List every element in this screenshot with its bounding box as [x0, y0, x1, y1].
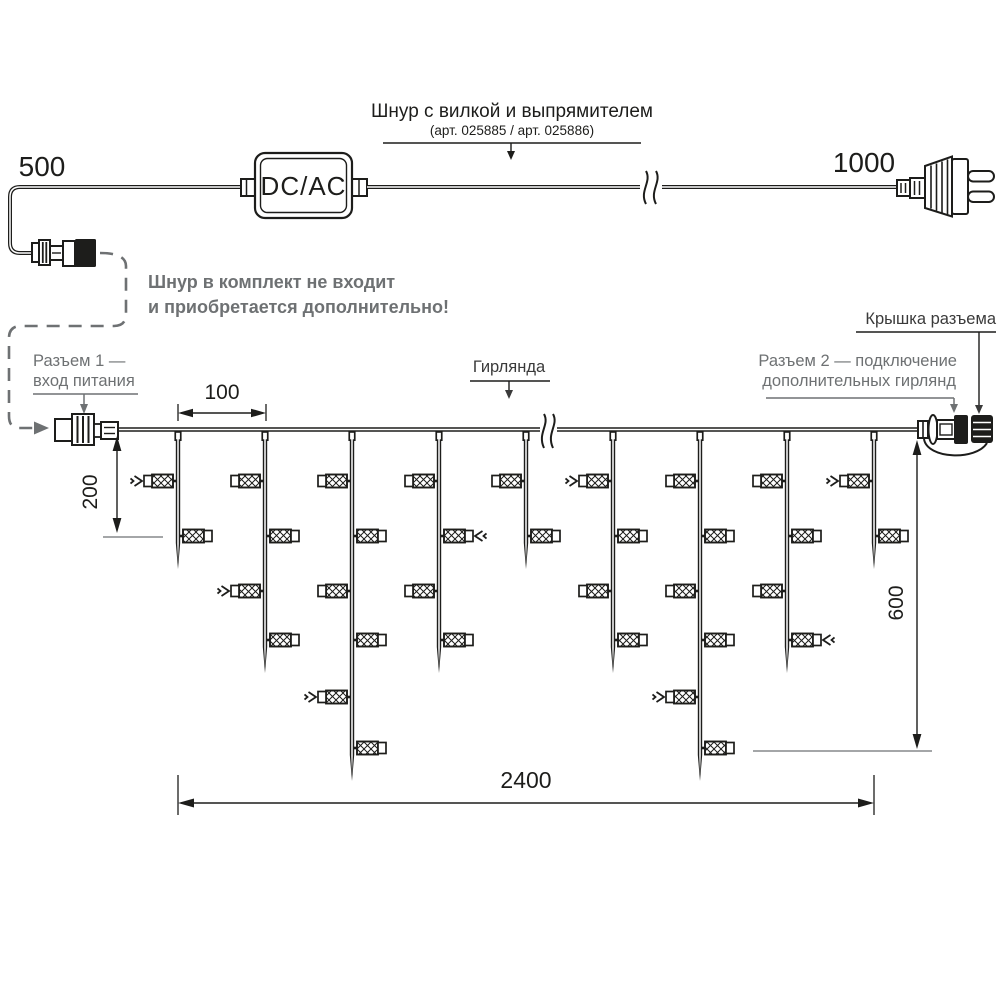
led-light: [566, 475, 613, 488]
led-light: [827, 475, 874, 488]
note-line1: Шнур в комплект не входит: [148, 272, 396, 292]
label-arrowhead: [950, 404, 958, 413]
flash-arrow: [827, 476, 839, 486]
led-light: [666, 475, 699, 488]
dim-100-label: 100: [204, 381, 240, 404]
led-light: [753, 585, 786, 598]
led-light: [579, 585, 612, 598]
dcac-converter: [241, 153, 367, 218]
connector-black-tip: [75, 239, 96, 267]
dashed-arrowhead: [34, 422, 49, 435]
flash-arrow: [566, 476, 578, 486]
flash-arrow: [305, 692, 317, 702]
icicle-drop: [131, 432, 213, 570]
plug-pin: [968, 192, 994, 203]
icicle-drop: [566, 432, 648, 674]
connector2-black-tip: [954, 415, 968, 444]
led-light: [701, 742, 734, 755]
led-light: [266, 634, 299, 647]
led-light: [179, 530, 212, 543]
led-light: [405, 475, 438, 488]
cord-break-symbol: [644, 171, 658, 204]
label-arrowhead: [507, 151, 515, 160]
flash-arrow: [131, 476, 143, 486]
icicle-drop: [405, 432, 487, 674]
connector-cap: [971, 415, 993, 443]
connector1-label: [33, 352, 138, 414]
connector1-label-line2: вход питания: [33, 372, 135, 390]
dim-2400-label: 2400: [500, 767, 552, 793]
note-line2: и приобретается дополнительно!: [148, 297, 449, 317]
led-light: [318, 475, 351, 488]
connector2-label-line2: дополнительных гирлянд: [762, 372, 956, 390]
led-light: [653, 691, 700, 704]
led-light: [440, 634, 473, 647]
icicle-drop: [218, 432, 300, 674]
led-light: [666, 585, 699, 598]
garland-label: [470, 358, 550, 399]
dim-1000-label: 1000: [832, 147, 896, 178]
led-light: [131, 475, 178, 488]
cord-label-line1: Шнур с вилкой и выпрямителем: [371, 101, 653, 122]
connector2-label-line1: Разъем 2 — подключение: [758, 352, 957, 370]
cord-label-line2: (арт. 025885 / арт. 025886): [429, 123, 595, 138]
icicle-drop: [305, 432, 387, 782]
dim-200-label: 200: [79, 474, 102, 510]
led-light: [440, 530, 487, 543]
cord-label: [371, 101, 653, 160]
led-light: [353, 634, 386, 647]
led-light: [353, 530, 386, 543]
dim-100: [178, 381, 266, 421]
led-light: [788, 530, 821, 543]
led-light: [614, 634, 647, 647]
dim-600-label: 600: [885, 585, 908, 621]
flash-arrow: [475, 531, 487, 541]
label-arrowhead: [505, 390, 513, 399]
icicle-drop: [492, 432, 560, 570]
flash-arrow: [823, 635, 835, 645]
led-light: [492, 475, 525, 488]
connector1-label-line1: Разъем 1 —: [33, 352, 126, 370]
plug-pin: [968, 171, 994, 182]
led-light: [701, 634, 734, 647]
led-light: [614, 530, 647, 543]
led-light: [701, 530, 734, 543]
cap-label-text: Крышка разъема: [865, 310, 996, 328]
led-light: [305, 691, 352, 704]
led-light: [218, 585, 265, 598]
led-light: [353, 742, 386, 755]
dashed-connection-path: [9, 253, 126, 435]
led-light: [405, 585, 438, 598]
led-light: [527, 530, 560, 543]
connector2-label: [758, 352, 958, 413]
icicle-drop: [827, 432, 909, 570]
garland-main-wire: [117, 414, 918, 448]
led-light: [875, 530, 908, 543]
led-light: [318, 585, 351, 598]
led-light: [266, 530, 299, 543]
flash-arrow: [653, 692, 665, 702]
garland-break-symbol: [542, 414, 555, 448]
mains-plug: [897, 157, 994, 217]
garland-drops: [131, 432, 909, 782]
flash-arrow: [218, 586, 230, 596]
label-arrowhead: [975, 405, 983, 414]
connector-1: [55, 414, 118, 445]
dcac-label: DC/AC: [260, 171, 347, 201]
led-light: [788, 634, 835, 647]
led-light: [231, 475, 264, 488]
icicle-drop: [753, 432, 835, 674]
dim-500-label: 500: [18, 151, 66, 182]
led-light: [753, 475, 786, 488]
dim-2400: [178, 767, 874, 815]
label-arrowhead: [80, 404, 88, 414]
garland-label-text: Гирлянда: [472, 358, 546, 376]
icicle-drop: [653, 432, 735, 782]
cord-end-connector: [32, 239, 96, 267]
